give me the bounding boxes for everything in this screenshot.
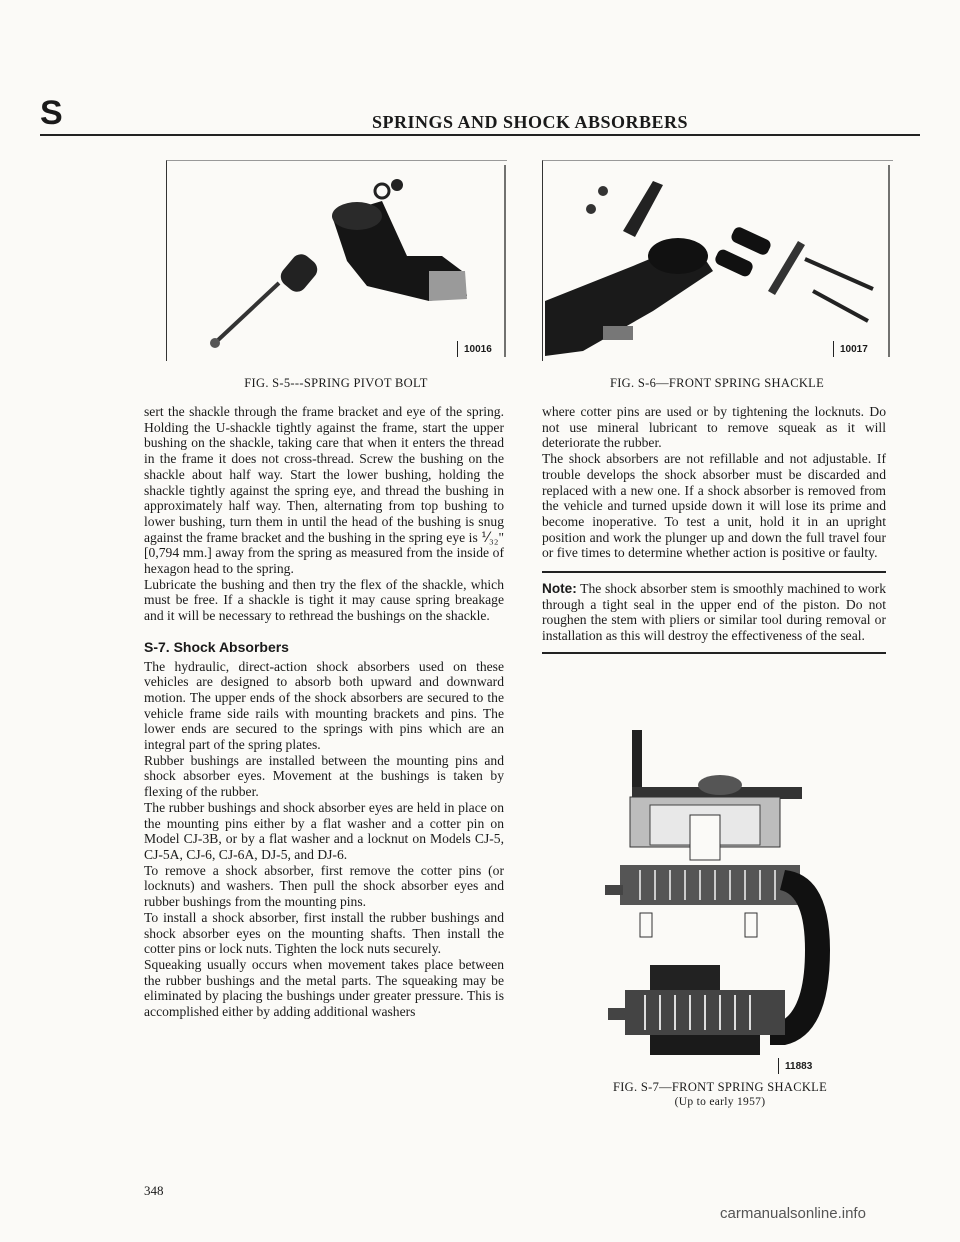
figure-s6-image — [542, 160, 893, 361]
note-top-rule — [542, 571, 886, 573]
front-spring-shackle-illustration — [543, 161, 893, 361]
page-header-title: SPRINGS AND SHOCK ABSORBERS — [371, 112, 689, 132]
spring-pivot-bolt-illustration — [167, 161, 507, 361]
figure-s7-number: 11883 — [778, 1058, 812, 1074]
watermark: carmanualsonline.info — [720, 1205, 866, 1222]
figure-s7-subcaption: (Up to early 1957) — [674, 1096, 766, 1108]
note-paragraph — [542, 581, 886, 644]
front-spring-shackle-cutaway-illustration — [590, 725, 850, 1070]
paragraph: To install a shock absorber, first install the rubber bushings and shock absorber eyes on the mounting shafts. Then install the cotter pins or lock nuts. Tighten the lock nuts securely. — [144, 909, 504, 957]
figure-s6-number: 10017 — [833, 341, 868, 357]
paragraph: sert the shackle through the frame bracket and eye of the spring. Holding the U-shackle tightly against the frame, start the upper bushing on the shackle, taking care that when it enters the thread in the frame it does not cross-thread. Screw the bushing on the shackle about half way. Start the lower bushing, holding the shackle tightly against the spring eye, and thread the bushing in approximately half way. Then, alternating from top bushing to lower bushing, turn them in until the head of the bushing is snug against the frame bracket and the bushing in the spring eye is ⅟₃₂" [0,794 mm.] away from the spring as measured from the inside of hexagon head to the spring. — [144, 404, 504, 577]
right-column — [542, 404, 886, 654]
left-column — [144, 404, 504, 1020]
note-text: The shock absorber stem is smoothly machined to work through a tight seal in the upper end of the piston. Do not roughen the stem with pliers or similar tool during removal or installation as this will destroy the effectiveness of the seal. — [542, 581, 886, 644]
paragraph: The shock absorbers are not refillable and not adjustable. If trouble develops the shock absorber must be discarded and replaced with a new one. If a shock absorber is removed from the vehicle and turned upside down it will lose its prime and become inoperative. To test a unit, hold it in an upright position and work the plunger up and down the full travel four or five times to determine whether action is positive or faulty. — [542, 451, 886, 561]
paragraph: The hydraulic, direct-action shock absorbers used on these vehicles are designed to absorb both upward and downward motion. The upper ends of the shock absorbers are secured to the vehicle frame side rails with mounting brackets and pins. The lower ends are secured to the springs with pins which are an integral part of the spring plates. — [144, 658, 504, 753]
page-number: 348 — [144, 1183, 164, 1198]
note-bottom-rule — [542, 652, 886, 654]
paragraph: Rubber bushings are installed between the mounting pins and shock absorber eyes. Movement at the bushings is taken by flexing of the rubber. — [144, 752, 504, 800]
figure-s7-caption: FIG. S-7—FRONT SPRING SHACKLE — [612, 1080, 828, 1094]
section-letter: S — [40, 94, 63, 132]
figure-s7-image — [590, 725, 850, 1070]
header-rule — [40, 134, 920, 136]
note-label: Note: — [542, 581, 577, 597]
figure-s5-number: 10016 — [457, 341, 492, 357]
paragraph: The rubber bushings and shock absorber eyes are held in place on the mounting pins either by a flat washer and a cotter pin on Model CJ-3B, or by a flat washer and a locknut on Models CJ-5, CJ-5A, CJ-6, CJ-6A, DJ-5, and DJ-6. — [144, 799, 504, 862]
figure-s5-image — [166, 160, 507, 361]
paragraph: where cotter pins are used or by tightening the locknuts. Do not use mineral lubricant to remove squeak as it will deteriorate the rubber. — [542, 404, 886, 451]
paragraph: Lubricate the bushing and then try the flex of the shackle, which must be free. If a shackle is tight it may cause spring breakage and it will be necessary to rethread the bushings on the shackle. — [144, 576, 504, 624]
paragraph: Squeaking usually occurs when movement takes place between the rubber bushings and the metal parts. The squeaking may be eliminated by placing the bushings under greater pressure. This is accomplished either by adding additional washers — [144, 956, 504, 1020]
figure-s6-caption: FIG. S-6—FRONT SPRING SHACKLE — [609, 376, 825, 390]
figure-s5-caption: FIG. S-5---SPRING PIVOT BOLT — [244, 376, 428, 390]
paragraph: To remove a shock absorber, first remove the cotter pins (or locknuts) and washers. Then pull the shock absorber eyes and rubber bushings from the mounting pins. — [144, 862, 504, 910]
section-heading-shock-absorbers: S-7. Shock Absorbers — [144, 638, 289, 655]
